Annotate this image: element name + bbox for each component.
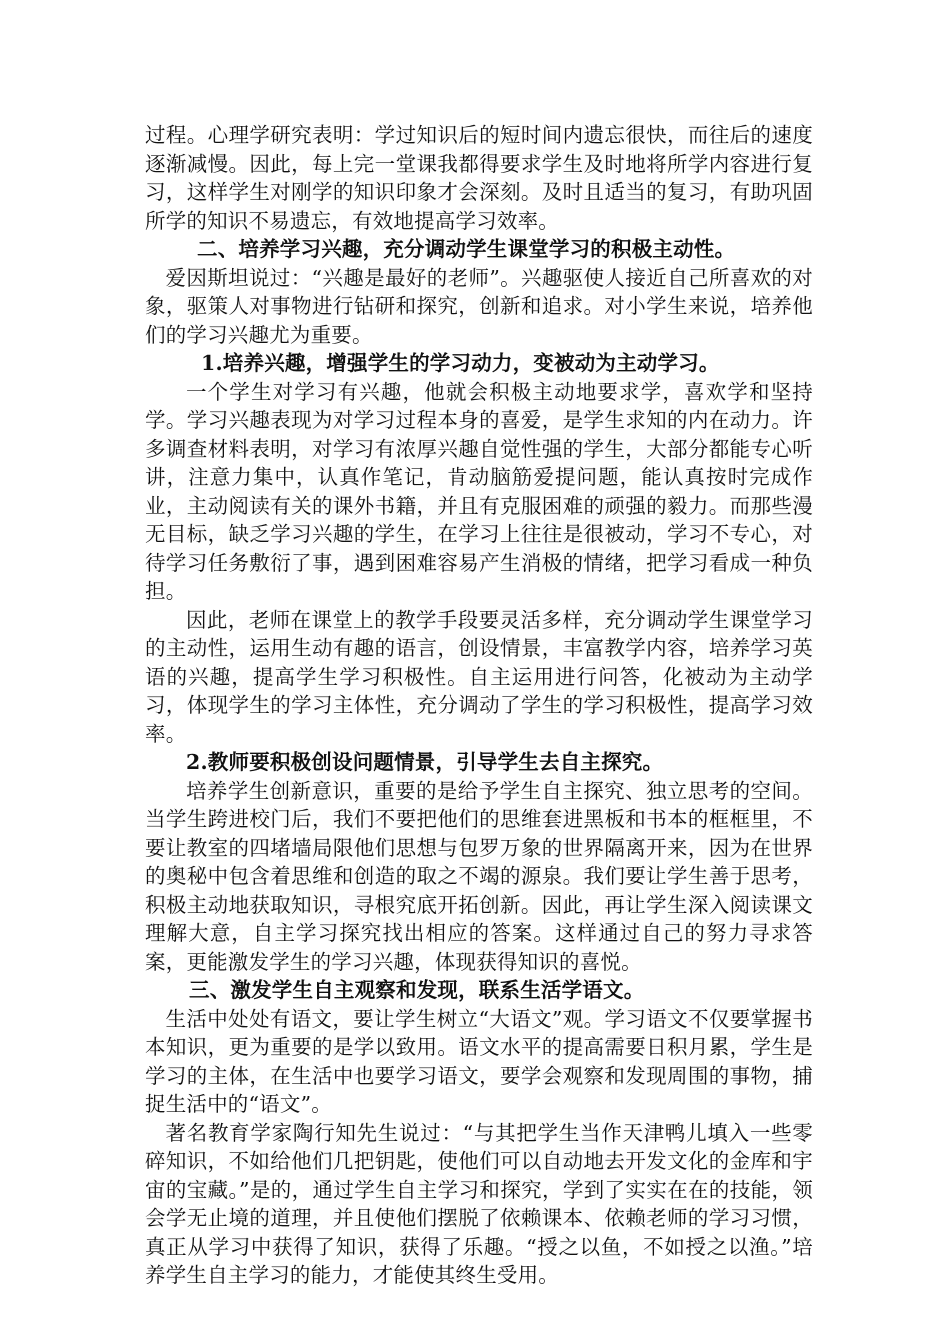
paragraph-language-in-life: 生活中处处有语文，要让学生树立“大语文”观。学习语文不仅要掌握书本知识，更为重要的是学以致用。语文水平的提高需要日积月累，学生是学习的主体，在生活中也要学习语文，要学会观察和发现周围的事物，捕捉生活中的“语文”。 (145, 1006, 813, 1116)
document-body (145, 121, 813, 1290)
paragraph-einstein-quote: 爱因斯坦说过：“兴趣是最好的老师”。兴趣驱使人接近自己所喜欢的对象，驱策人对事物进行钻研和探究，创新和追求。对小学生来说，培养他们的学习兴趣尤为重要。 (145, 265, 813, 347)
subheading-cultivate-interest: 1.培养兴趣，增强学生的学习动力，变被动为主动学习。 (201, 351, 720, 375)
paragraph-review-process: 过程。心理学研究表明：学过知识后的短时间内遗忘很快，而往后的速度逐渐减慢。因此，每上完一堂课我都得要求学生及时地将所学内容进行复习，这样学生对刚学的知识印象才会深刻。及时且适当的复习，有助巩固所学的知识不易遗忘，有效地提高学习效率。 (145, 123, 813, 233)
paragraph-learning-interest: 一个学生对学习有兴趣，他就会积极主动地要求学，喜欢学和坚持学。学习兴趣表现为对学习过程本身的喜爱，是学生求知的内在动力。许多调查材料表明，对学习有浓厚兴趣自觉性强的学生，大部分都能专心听讲，注意力集中，认真作笔记，肯动脑筋爱提问题，能认真按时完成作业，主动阅读有关的课外书籍，并且有克服困难的顽强的毅力。而那些漫无目标，缺乏学习兴趣的学生，在学习上往往是很被动，学习不专心，对待学习任务敷衍了事，遇到困难容易产生消极的情绪，把学习看成一种负担。 (145, 379, 813, 603)
section-heading-three: 三、激发学生自主观察和发现，联系生活学语文。 (189, 978, 645, 1002)
section-heading-two: 二、培养学习兴趣，充分调动学生课堂学习的积极主动性。 (197, 237, 736, 261)
subheading-problem-situations: 2.教师要积极创设问题情景，引导学生去自主探究。 (186, 750, 664, 774)
paragraph-tao-xingzhi-quote: 著名教育学家陶行知先生说过：“与其把学生当作天津鸭儿填入一些零碎知识，不如给他们几把钥匙，使他们可以自动地去开发文化的金库和宇宙的宝藏。”是的，通过学生自主学习和探究，学到了实实在在的技能，领会学无止境的道理，并且使他们摆脱了依赖课本、依赖老师的学习习惯，真正从学习中获得了知识，获得了乐趣。“授之以鱼，不如授之以渔。”培养学生自主学习的能力，才能使其终生受用。 (145, 1120, 813, 1287)
paragraph-innovation-awareness: 培养学生创新意识，重要的是给予学生自主探究、独立思考的空间。当学生跨进校门后，我们不要把他们的思维套进黑板和书本的框框里，不要让教室的四堵墙局限他们思想与包罗万象的世界隔离开来，因为在世界的奥秘中包含着思维和创造的取之不竭的源泉。我们要让学生善于思考，积极主动地获取知识，寻根究底开拓创新。因此，再让学生深入阅读课文理解大意，自主学习探究找出相应的答案。这样通过自己的努力寻求答案，更能激发学生的学习兴趣，体现获得知识的喜悦。 (145, 778, 813, 974)
paragraph-teaching-methods: 因此，老师在课堂上的教学手段要灵活多样，充分调动学生课堂学习的主动性，运用生动有趣的语言，创设情景，丰富教学内容，培养学习英语的兴趣，提高学生学习积极性。自主运用进行问答，化被动为主动学习，体现学生的学习主体性，充分调动了学生的学习积极性，提高学习效率。 (145, 607, 813, 746)
